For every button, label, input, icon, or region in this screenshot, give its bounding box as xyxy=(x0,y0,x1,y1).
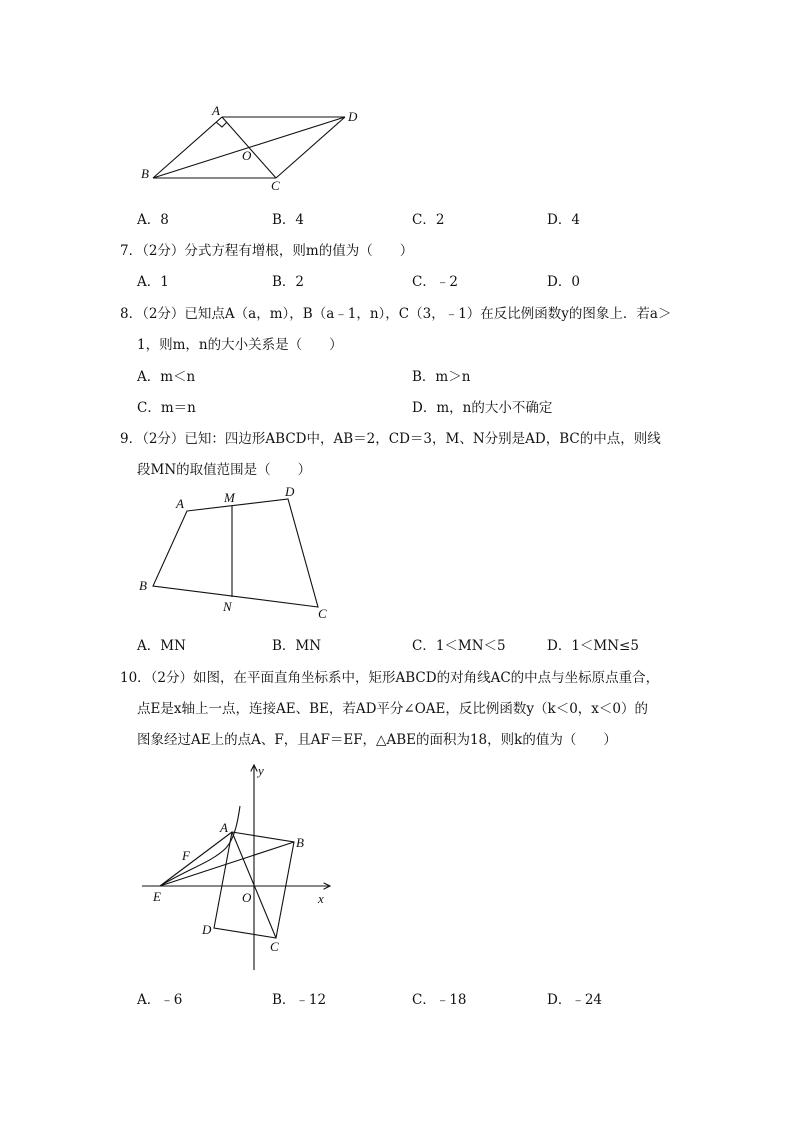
q6-option-a: A．8 xyxy=(137,212,169,228)
q8-stem-line2: 1，则m，n的大小关系是（ ） xyxy=(137,337,343,353)
fig2-label-C: C xyxy=(318,606,327,621)
q6-option-b: B．4 xyxy=(272,212,305,228)
q9-option-c: C．1＜MN＜5 xyxy=(412,638,506,654)
fig2-label-A: A xyxy=(176,496,184,511)
q9-option-d: D．1＜MN≤5 xyxy=(547,638,639,654)
q7-option-c: C．﹣2 xyxy=(412,274,458,290)
fig3-label-y: y xyxy=(258,763,264,778)
q7-option-a: A．1 xyxy=(137,274,169,290)
fig3-label-B: B xyxy=(296,835,304,850)
fig3-label-A: A xyxy=(220,820,228,835)
q10-option-b: B．﹣12 xyxy=(272,992,327,1008)
q9-stem-line1: 9．（2分）已知：四边形ABCD中，AB＝2，CD＝3，M、N分别是AD，BC的中点，则线 xyxy=(120,431,661,447)
q10-option-d: D．﹣24 xyxy=(547,992,603,1008)
fig1-label-A: A xyxy=(212,103,220,118)
fig2-label-M: M xyxy=(224,490,235,505)
fig1-label-D: D xyxy=(348,109,358,124)
fig3-label-C: C xyxy=(270,939,279,954)
fig3-label-O: O xyxy=(242,890,252,905)
fig3-label-D: D xyxy=(202,922,212,937)
fig3-label-x: x xyxy=(318,891,324,906)
q8-stem-line1: 8．（2分）已知点A（a，m），B（a﹣1，n），C（3，﹣1）在反比例函数y的图象上．若a＞ xyxy=(120,306,672,322)
q7-stem: 7．（2分）分式方程有增根，则m的值为（ ） xyxy=(120,243,414,259)
q10-stem-line2: 点E是x轴上一点，连接AE、BE，若AD平分∠OAE，反比例函数y（k＜0，x＜0）的 xyxy=(137,701,649,717)
q9-stem-line2: 段MN的取值范围是（ ） xyxy=(137,462,312,478)
q7-option-b: B．2 xyxy=(272,274,305,290)
q10-stem-line1: 10．（2分）如图，在平面直角坐标系中，矩形ABCD的对角线AC的中点与坐标原点重合， xyxy=(120,670,660,686)
q6-option-d: D．4 xyxy=(547,212,580,228)
fig3-label-E: E xyxy=(153,889,161,904)
fig2-label-B: B xyxy=(139,578,147,593)
q9-option-a: A．MN xyxy=(137,638,186,654)
q7-option-d: D．0 xyxy=(547,274,580,290)
fig2-label-D: D xyxy=(285,484,295,499)
q10-stem-line3: 图象经过AE上的点A、F，且AF＝EF，△ABE的面积为18，则k的值为（ ） xyxy=(137,732,617,748)
q8-option-a: A．m＜n xyxy=(137,369,196,385)
fig1-label-C: C xyxy=(271,178,280,193)
q8-option-b: B．m＞n xyxy=(412,369,471,385)
q10-option-c: C．﹣18 xyxy=(412,992,467,1008)
fig2-label-N: N xyxy=(223,599,232,614)
q9-option-b: B．MN xyxy=(272,638,322,654)
fig1-label-B: B xyxy=(141,166,149,181)
axes xyxy=(142,765,330,970)
q6-option-c: C．2 xyxy=(412,212,445,228)
q8-option-d: D．m，n的大小不确定 xyxy=(412,400,553,416)
fig1-label-O: O xyxy=(242,148,252,163)
q8-option-c: C．m＝n xyxy=(137,400,196,416)
fig3-label-F: F xyxy=(182,848,190,863)
q10-option-a: A．﹣6 xyxy=(137,992,183,1008)
